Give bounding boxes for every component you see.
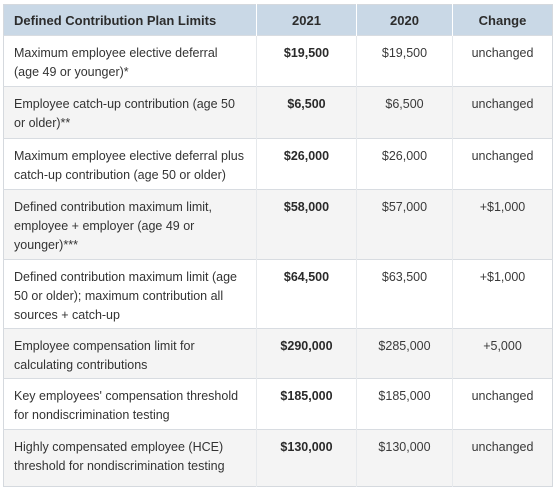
value-change: +$1,000 — [453, 260, 553, 329]
value-2021: $290,000 — [257, 329, 357, 379]
table-row — [4, 190, 553, 260]
header-change: Change — [478, 12, 527, 28]
value-change: unchanged — [453, 139, 553, 190]
row-label: Maximum employee elective deferral plus catch-up contribution (age 50 or older) — [4, 139, 257, 190]
value-2021: $64,500 — [257, 260, 357, 329]
table-row — [4, 329, 553, 379]
row-label: Defined contribution maximum limit (age 50 or older); maximum contribution all sources + catch-up — [4, 260, 257, 329]
value-2021: $58,000 — [257, 190, 357, 260]
row-label: Highly compensated employee (HCE) threshold for nondiscrimination testing — [4, 430, 257, 487]
header-row — [4, 5, 553, 36]
value-change: unchanged — [453, 430, 553, 487]
row-label: Key employees' compensation threshold for nondiscrimination testing — [4, 379, 257, 430]
table-row — [4, 139, 553, 190]
table-body — [4, 36, 553, 487]
row-label: Defined contribution maximum limit, employee + employer (age 49 or younger)*** — [4, 190, 257, 260]
table-row — [4, 36, 553, 87]
table-row — [4, 260, 553, 329]
table-row — [4, 87, 553, 139]
row-label: Employee catch-up contribution (age 50 or older)** — [4, 87, 257, 139]
value-change: unchanged — [453, 379, 553, 430]
value-2020: $63,500 — [357, 260, 453, 329]
value-2021: $26,000 — [257, 139, 357, 190]
value-2020: $6,500 — [357, 87, 453, 139]
table-header — [4, 5, 553, 36]
value-change: unchanged — [453, 36, 553, 87]
value-change: +$1,000 — [453, 190, 553, 260]
table-row — [4, 379, 553, 430]
header-plan-limits: Defined Contribution Plan Limits — [4, 5, 257, 36]
value-2020: $185,000 — [357, 379, 453, 430]
value-2020: $130,000 — [357, 430, 453, 487]
value-change: unchanged — [453, 87, 553, 139]
row-label: Maximum employee elective deferral (age 49 or younger)* — [4, 36, 257, 87]
value-2021: $19,500 — [257, 36, 357, 87]
value-2021: $6,500 — [257, 87, 357, 139]
value-2021: $185,000 — [257, 379, 357, 430]
table-row — [4, 430, 553, 487]
value-2021: $130,000 — [257, 430, 357, 487]
header-2020: 2020 — [357, 5, 453, 36]
value-2020: $26,000 — [357, 139, 453, 190]
row-label: Employee compensation limit for calculating contributions — [4, 329, 257, 379]
contribution-limits-table — [3, 4, 553, 487]
value-2020: $19,500 — [357, 36, 453, 87]
header-2021: 2021 — [257, 5, 357, 36]
value-2020: $57,000 — [357, 190, 453, 260]
value-change: +5,000 — [453, 329, 553, 379]
value-2020: $285,000 — [357, 329, 453, 379]
